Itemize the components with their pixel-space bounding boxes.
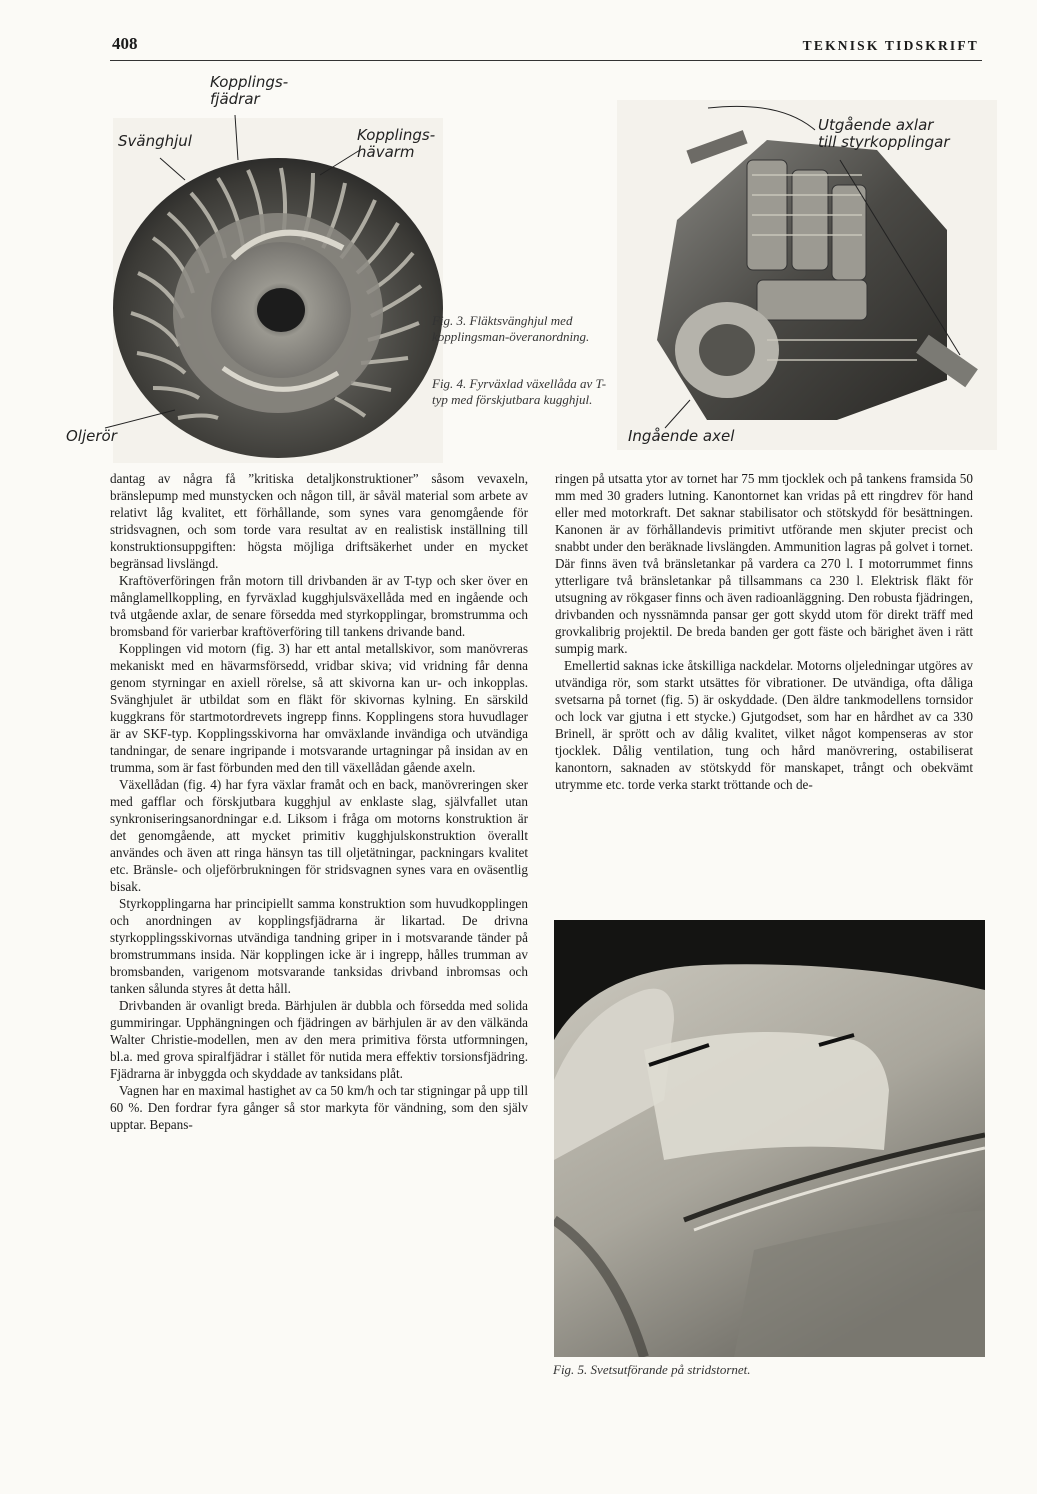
figure-3-caption: Fig. 3. Fläktsvänghjul med kopplingsman-överanordning. bbox=[432, 313, 590, 344]
figure-4-caption: Fig. 4. Fyrväxlad växellåda av T-typ med förskjutbara kugghjul. bbox=[432, 376, 607, 407]
label-kopplingsfjadrar: Kopplings- fjädrar bbox=[210, 73, 289, 108]
right-text-column bbox=[555, 470, 973, 793]
paragraph: Växellådan (fig. 4) har fyra växlar framåt och en back, manövreringen sker med gafflar och förskjutbara kugghjul av enklaste slag, självfallet utan synkroniseringsanordningar e.d. Liksom i fråga om motorns konstruktion är det genomgående, att mycket primitiv kugghjulskonstruktion överallt användes och även att ringa hänsyn tas till oljetätningar, packningars kvalitet etc. Bränsle- och oljeförbrukningen för stridsvagnen synes vara en oväsentlig bisak. bbox=[110, 777, 528, 894]
journal-title: TEKNISK TIDSKRIFT bbox=[802, 38, 979, 53]
figure-3-flywheel-photo bbox=[113, 118, 443, 463]
label-kopplingshavarm: Kopplings- hävarm bbox=[357, 126, 436, 161]
paragraph: Emellertid saknas icke åtskilliga nackdelar. Motorns oljeledningar utgöres av utvändiga rör, som starkt utsättes för vibrationer. De utvändiga, ofta dåliga svetsarna på tornet (fig. 5) är oskyddade. (Den äldre tankmodellens tornsidor och lock var gjutna i ett stycke.) Gjutgodset, som har en hårdhet av ca 330 Brinell, är sprött och av dålig kvalitet, vilket något kompenseras av stor tjocklek. Dålig ventilation, tung och hård manövrering, ostabiliserat kanontorn, saknaden av stötskydd för manskapet, trångt och obekvämt utrymme etc. torde verka starkt tröttande och de- bbox=[555, 658, 973, 792]
paragraph: Vagnen har en maximal hastighet av ca 50 km/h och tar stigningar på upp till 60 %. Den fordrar fyra gånger så stor markyta för vändning, som den själv upptar. Bepans- bbox=[110, 1083, 528, 1132]
label-utgaende-axlar: Utgående axlar till styrkopplingar bbox=[818, 116, 950, 151]
figure-5-caption: Fig. 5. Svetsutförande på stridstornet. bbox=[553, 1362, 751, 1377]
figure-4-gearbox-photo bbox=[617, 100, 997, 450]
page-number: 408 bbox=[112, 34, 138, 53]
paragraph: ringen på utsatta ytor av tornet har 75 mm tjocklek och på tankens framsida 50 mm med 30 graders lutning. Kanontornet kan vridas på ett ringdrev för hand eller med motorkraft. Det saknar stabilisator och stötskydd för besättningen. Kanonen är av förhållandevis primitivt utförande men skjuter precist och snabbt under den beräknade livslängden. Ammunition lagras på golvet i tornet. Där finns även två bränsletankar på vardera ca 270 l. I motorrummet finns ytterligare två bränsletankar på tillsammans ca 230 l. Elektrisk fläkt för utsugning av rökgaser finns och även radioanläggning. Den robusta fjädringen, drivbanden och nyssnämnda pansar ger gott skydd utom för direkt träff med grovkalibrig projektil. De breda banden ger gott fäste och bärighet även i rätt sumpig mark. bbox=[555, 471, 973, 656]
label-svanghjul: Svänghjul bbox=[118, 132, 192, 150]
label-oljeror: Oljerör bbox=[66, 427, 117, 445]
header-rule bbox=[110, 60, 982, 61]
left-text-column bbox=[110, 470, 528, 1133]
paragraph: Drivbanden är ovanligt breda. Bärhjulen är dubbla och försedda med solida gummiringar. Upphängningen och fjädringen av bärhjulen är av den välkända Walter Christie-modellen, men av den mera primitiva första utformningen, bl.a. med grova spiralfjädrar i stället för nutida mera effektiv torsionsfjädring. Fjädrarna är inbyggda och skyddade av tanksidans plåt. bbox=[110, 998, 528, 1081]
paragraph: Kraftöverföringen från motorn till drivbanden är av T-typ och sker över en månglamellkoppling, en fyrväxlad kugghjulsväxellåda med en ingående och två utgående axlar, de senare försedda med styrkopplingar, bromstrumma och bromsband för varierbar kraftöverföring till tankens drivande band. bbox=[110, 573, 528, 639]
paragraph: Styrkopplingarna har principiellt samma konstruktion som huvudkopplingen och anordningen av kopplingsfjädrarna är likartad. De drivna styrkopplingsskivornas utvändiga tandning griper in i motsvarande tänder på bromstrummans insida. När kopplingen icke är i ingrepp, hålles trumman av bromsbanden, varigenom motsvarande tanksidas drivband inbromsas och tanken sålunda styres åt detta håll. bbox=[110, 896, 528, 996]
paragraph: Kopplingen vid motorn (fig. 3) har ett antal metallskivor, som manövreras mekaniskt med en hävarmsförsedd, vridbar skiva; vid vridning får denna genom styrningar en axiell rörelse, så att skivorna kan ur- och inkopplas. Svänghjulet är utbildat som en fläkt för skivornas kylning. En särskild kuggkrans för startmotordrevets ingrepp finns. Kopplingens stora huvudlager är av SKF-typ. Kopplingsskivorna har omväxlande invändiga och utvändiga tandningar, de senare ingripande i motsvarande urtagningar på insidan av en trumma, som är fast förbunden med den till växellådan gående axeln. bbox=[110, 641, 528, 775]
figure-5-turret-weld-photo bbox=[554, 920, 985, 1357]
label-ingaende-axel: Ingående axel bbox=[628, 427, 735, 445]
paragraph: dantag av några få ”kritiska detaljkonstruktioner” såsom vevaxeln, bränslepump med munstycken och någon till, är såväl material som arbete av relativt låg kvalitet, ett förhållande, som synes vara genomgående för stridsvagnen, och som torde vara resultat av en realistisk inställning till konstruktionsuppgiften: högsta möjliga driftsäkerhet under en mycket begränsad livslängd. bbox=[110, 471, 528, 571]
